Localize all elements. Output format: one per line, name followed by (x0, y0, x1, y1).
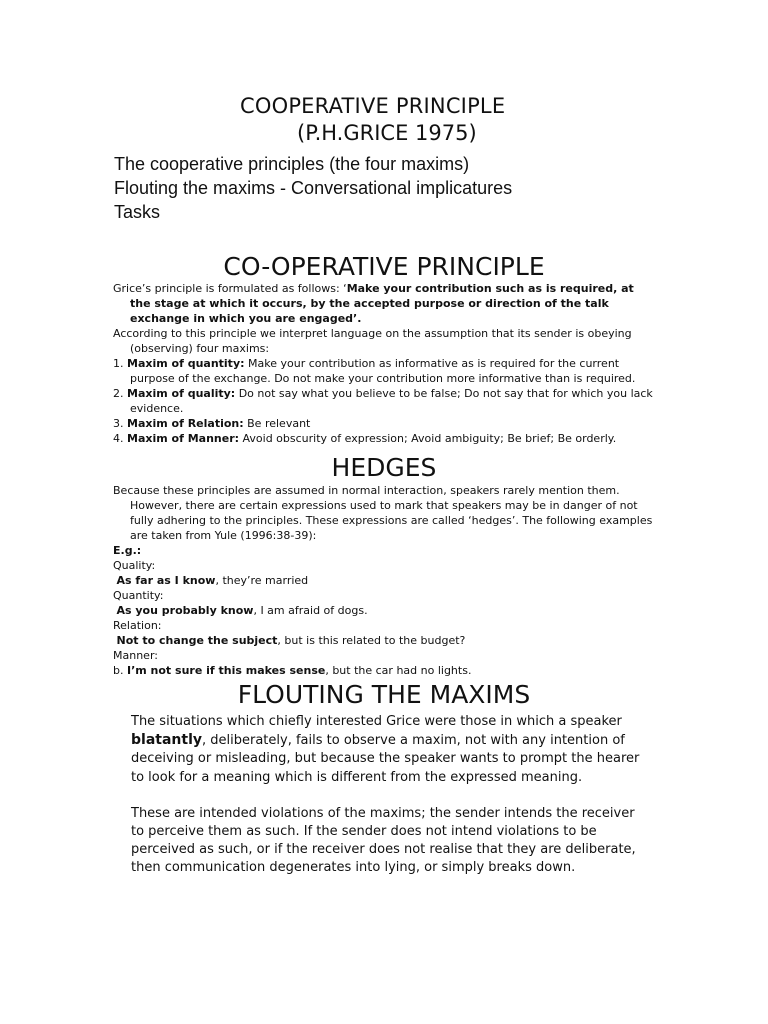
example-rest: , I am afraid of dogs. (253, 604, 368, 617)
example-label: Quality: (113, 559, 156, 572)
example-marker: E.g.: (113, 544, 142, 557)
maxim-text: Be relevant (247, 417, 311, 430)
section-heading-hedges: HEDGES (331, 453, 437, 482)
maxim-text: Avoid obscurity of expression; Avoid ambiguity; Be brief; Be orderly. (242, 432, 617, 445)
example-rest: , but is this related to the budget? (277, 634, 466, 647)
principle-explanation: According to this principle we interpret language on the assumption that its sender is obeying (observing) four maxims: (113, 327, 632, 355)
maxim-item (113, 356, 658, 386)
example-label: Relation: (113, 619, 162, 632)
hedges-section (113, 483, 658, 678)
example-rest: , they’re married (215, 574, 309, 587)
cooperative-section (113, 281, 658, 446)
flouting-paragraph: These are intended violations of the maxims; the sender intends the receiver to perceive them as such. If the sender does not intend violations to be perceived as such, or if the receiver does not realise that they are deliberate, then communication degenerates into lying, or simply breaks down. (131, 805, 636, 876)
section-heading-flouting: FLOUTING THE MAXIMS (237, 680, 531, 709)
example-rest: , but the car had no lights. (325, 664, 472, 677)
principle-quote: Make your contribution such as is required, at the stage at which it occurs, by the accepted purpose or direction of the talk exchange in which you are engaged’. (130, 282, 634, 325)
hedges-intro: Because these principles are assumed in normal interaction, speakers rarely mention them. However, there are certain expressions used to mark that speakers may be in danger of not fully adhering to the principles. These expressions are called ‘hedges’. The following examples are taken from Yule (1996:38-39): (113, 484, 653, 542)
flouting-emphasis: blatantly (131, 732, 202, 749)
maxim-name: Maxim of Manner: (127, 432, 240, 445)
flouting-section (131, 713, 651, 896)
maxim-item (113, 386, 658, 416)
example-label: Quantity: (113, 589, 164, 602)
example-sentence (113, 633, 658, 648)
maxim-text: Do not say what you believe to be false; Do not say that for which you lack evidence. (130, 387, 653, 415)
flouting-rest: , deliberately, fails to observe a maxim, not with any intention of deceiving or misleading, but because the speaker wants to prompt the hearer to look for a meaning which is different from the expressed meaning. (131, 733, 640, 785)
maxim-number: 4. (113, 432, 124, 445)
maxim-text: Make your contribution as informative as is required for the current purpose of the exchange. Do not make your contribution more informative than is required. (130, 357, 636, 385)
maxim-item (113, 431, 658, 446)
topic-item: The cooperative principles (the four maxims) (114, 154, 470, 174)
document-title: COOPERATIVE PRINCIPLE (240, 94, 506, 118)
example-sentence (113, 663, 658, 678)
example-prefix: b. (113, 664, 124, 677)
maxim-number: 3. (113, 417, 124, 430)
topic-item: Flouting the maxims - Conversational implicatures (114, 178, 513, 198)
hedge-phrase: As you probably know (116, 604, 254, 617)
maxim-name: Maxim of quality: (127, 387, 236, 400)
principle-statement (113, 281, 658, 326)
example-sentence (113, 603, 658, 618)
maxim-item (113, 416, 658, 431)
maxim-number: 2. (113, 387, 124, 400)
principle-lead: Grice’s principle is formulated as follows: ‘ (113, 282, 347, 295)
topic-list (114, 152, 512, 224)
hedge-phrase: I’m not sure if this makes sense (126, 664, 326, 677)
section-heading-cooperative: CO-OPERATIVE PRINCIPLE (223, 252, 545, 281)
flouting-lead: The situations which chiefly interested Grice were those in which a speaker (131, 714, 622, 729)
maxim-number: 1. (113, 357, 124, 370)
example-label: Manner: (113, 649, 158, 662)
document-subtitle: (P.H.GRICE 1975) (297, 121, 477, 145)
example-sentence (113, 573, 658, 588)
hedge-phrase: Not to change the subject (116, 634, 278, 647)
maxim-name: Maxim of Relation: (127, 417, 244, 430)
topic-item: Tasks (114, 202, 161, 222)
hedge-phrase: As far as I know (116, 574, 216, 587)
maxim-name: Maxim of quantity: (127, 357, 245, 370)
flouting-paragraph (131, 713, 651, 787)
